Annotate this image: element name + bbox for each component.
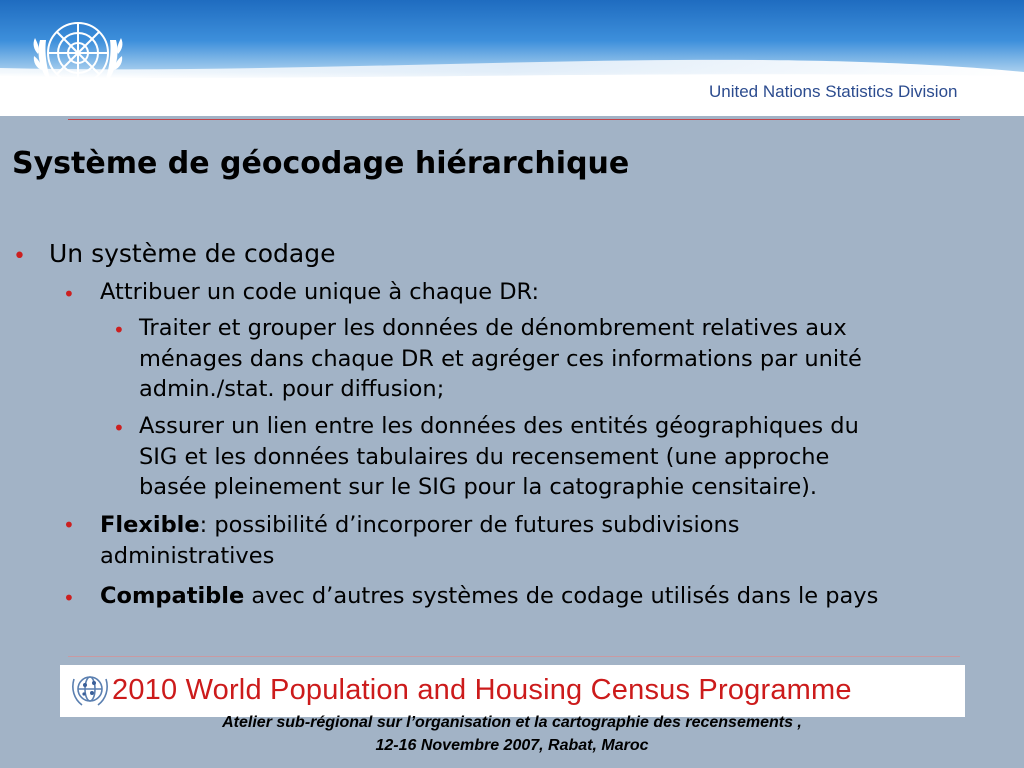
bullet-line: Assurer un lien entre les données des entités géographiques du <box>139 413 859 439</box>
bullet-level2: Attribuer un code unique à chaque DR: <box>100 279 540 305</box>
bullet-dot: • <box>63 513 75 537</box>
bullet-dot: • <box>63 586 75 610</box>
bullet-dot: • <box>113 318 125 342</box>
bullet-level2 <box>100 510 739 571</box>
bullet-keyword: Flexible <box>100 512 200 538</box>
bullet-level2 <box>100 583 878 609</box>
header-divider <box>68 119 960 120</box>
header-bar <box>0 0 1024 116</box>
footer-line-2: 12-16 Novembre 2007, Rabat, Maroc <box>375 737 649 754</box>
slide-title: Système de géocodage hiérarchique <box>12 146 630 181</box>
bullet-line: basée pleinement sur le SIG pour la catographie censitaire). <box>139 474 818 500</box>
footer-line-1: Atelier sub-régional sur l’organisation et la cartographie des recensements , <box>222 714 802 731</box>
bullet-dot: • <box>113 416 125 440</box>
footer-divider <box>68 656 960 657</box>
bullet-level3 <box>139 313 862 405</box>
bullet-text: : possibilité d’incorporer de futures subdivisions <box>199 512 740 538</box>
bullet-line: admin./stat. pour diffusion; <box>139 376 445 402</box>
bullet-dot: • <box>63 282 75 306</box>
bullet-text: avec d’autres systèmes de codage utilisés dans le pays <box>244 583 879 609</box>
bullet-line: administratives <box>100 542 275 569</box>
bullet-keyword: Compatible <box>100 583 245 609</box>
banner-title: 2010 World Population and Housing Census Programme <box>112 674 852 706</box>
census-programme-banner <box>60 665 965 717</box>
organization-name: United Nations Statistics Division <box>709 82 958 101</box>
bullet-level3 <box>139 411 859 503</box>
bullet-level1: Un système de codage <box>49 239 336 268</box>
census-globe-icon <box>68 669 112 709</box>
bullet-line: ménages dans chaque DR et agréger ces informations par unité <box>139 345 862 372</box>
bullet-line: Traiter et grouper les données de dénombrement relatives aux <box>139 315 847 341</box>
bullet-dot: • <box>13 244 26 269</box>
un-emblem-icon <box>26 10 130 100</box>
bullet-line: SIG et les données tabulaires du recensement (une approche <box>139 443 830 470</box>
